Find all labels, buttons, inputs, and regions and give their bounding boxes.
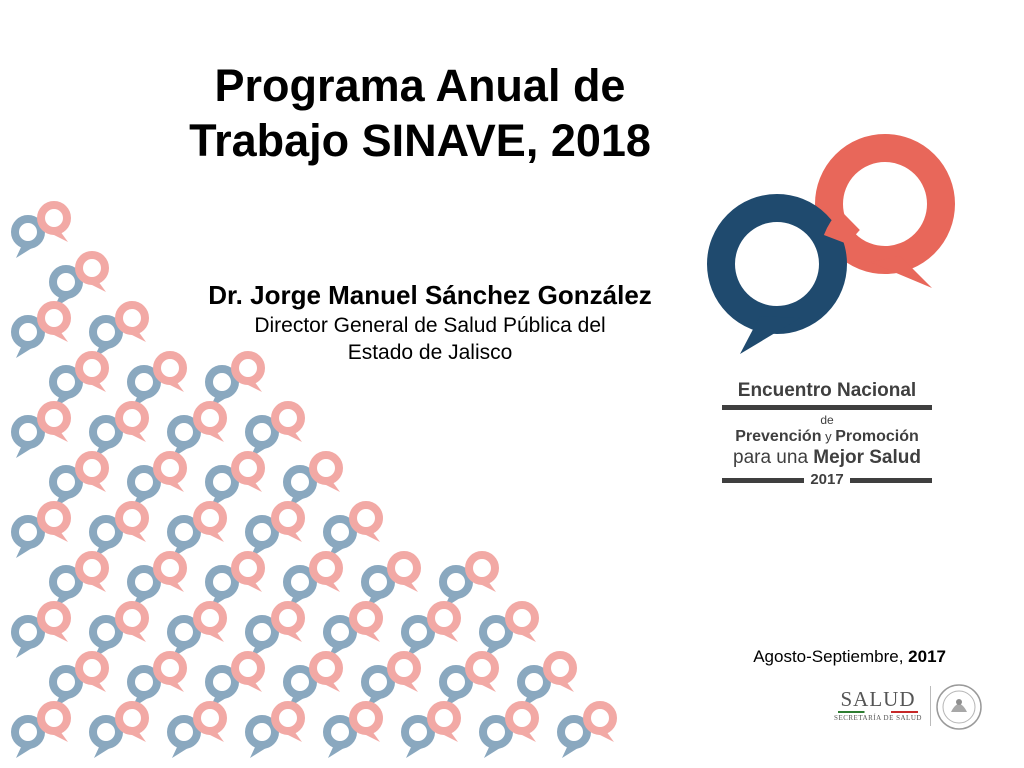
pattern-bubble-icon (41, 205, 68, 242)
pattern-bubble-icon (15, 619, 41, 658)
pattern-bubble-icon (313, 655, 340, 692)
event-y: y (821, 429, 836, 444)
title-line-1: Programa Anual de (214, 60, 626, 111)
pattern-bubble-icon (79, 655, 106, 692)
pattern-bubble-icon (405, 719, 431, 758)
date-year: 2017 (908, 647, 946, 666)
presenter-block (160, 278, 700, 366)
date-prefix: Agosto-Septiembre, (753, 647, 909, 666)
speech-bubbles-icon (700, 122, 962, 358)
event-logo (722, 380, 932, 489)
pattern-bubble-icon (235, 655, 262, 692)
event-year-row (722, 471, 932, 489)
pattern-bubble-icon (119, 305, 146, 342)
pattern-bubble-icon (197, 705, 224, 742)
event-prevencion: Prevención (735, 428, 822, 445)
presenter-name: Dr. Jorge Manuel Sánchez González (208, 280, 652, 310)
pattern-bubble-icon (41, 305, 68, 342)
pattern-bubble-icon (275, 505, 302, 542)
event-promocion: Promoción (835, 428, 919, 445)
slide-title (110, 58, 730, 168)
pattern-bubble-icon (41, 505, 68, 542)
pattern-bubble-icon (79, 455, 106, 492)
pattern-bubble-icon (483, 719, 509, 758)
pattern-bubble-icon (235, 455, 262, 492)
pattern-bubble-icon (157, 555, 184, 592)
pattern-bubble-icon (119, 405, 146, 442)
pattern-bubble-icon (79, 255, 106, 292)
pattern-bubble-icon (235, 555, 262, 592)
presenter-role-line-2: Estado de Jalisco (347, 341, 513, 364)
pattern-bubble-icon (547, 655, 574, 692)
coat-of-arms-icon (934, 682, 984, 732)
pattern-bubble-icon (431, 705, 458, 742)
pattern-bubble-icon (119, 605, 146, 642)
salud-flag-stripe (838, 711, 918, 713)
pattern-bubble-icon (275, 705, 302, 742)
pattern-bubble-icon (15, 419, 41, 458)
pattern-bubble-icon (157, 455, 184, 492)
pattern-bubble-icon (197, 605, 224, 642)
pattern-bubble-icon (469, 655, 496, 692)
pattern-bubble-icon (509, 705, 536, 742)
event-para-una: para una (733, 447, 814, 468)
pattern-bubble-icon (469, 555, 496, 592)
salud-word: SALUD (840, 687, 916, 711)
presenter-role-line-1: Director General de Salud Pública del (254, 314, 606, 337)
pattern-bubble-icon (15, 519, 41, 558)
event-year-bar-left (722, 478, 804, 483)
pattern-bubble-icon (587, 705, 614, 742)
event-mejor-salud (722, 447, 932, 469)
event-year-bar-right (850, 478, 932, 483)
pattern-bubble-icon (249, 719, 275, 758)
pattern-bubble-icon (15, 319, 41, 358)
pattern-bubble-icon (313, 555, 340, 592)
pattern-bubble-icon (431, 605, 458, 642)
pattern-bubble-icon (561, 719, 587, 758)
pattern-bubble-icon (353, 605, 380, 642)
event-de: de (820, 413, 834, 427)
pattern-bubble-icon (15, 719, 41, 758)
event-title: Encuentro Nacional (737, 380, 917, 401)
salud-subtitle: SECRETARÍA DE SALUD (834, 714, 922, 722)
pattern-bubble-icon (157, 655, 184, 692)
pattern-bubble-icon (509, 605, 536, 642)
pattern-bubble-icon (313, 455, 340, 492)
pattern-bubble-icon (391, 655, 418, 692)
pattern-bubble-icon (275, 605, 302, 642)
pattern-bubble-icon (119, 505, 146, 542)
pattern-bubble-icon (353, 705, 380, 742)
pattern-bubble-icon (41, 405, 68, 442)
pattern-bubble-icon (391, 555, 418, 592)
pattern-bubble-icon (197, 505, 224, 542)
salud-logo (832, 688, 924, 723)
event-rule-top (722, 405, 932, 410)
pattern-bubble-icon (171, 719, 197, 758)
logo-separator (930, 686, 931, 726)
event-year: 2017 (810, 471, 844, 488)
pattern-bubble-icon (41, 605, 68, 642)
pattern-bubble-icon (119, 705, 146, 742)
pattern-bubble-icon (41, 705, 68, 742)
event-prevencion-promocion (722, 427, 932, 447)
pattern-bubble-icon (93, 719, 119, 758)
pattern-bubble-icon (197, 405, 224, 442)
event-mejor-salud-bold: Mejor Salud (813, 447, 921, 468)
pattern-bubble-icon (327, 719, 353, 758)
pattern-bubble-icon (275, 405, 302, 442)
pattern-bubble-icon (353, 505, 380, 542)
pattern-bubble-icon (79, 355, 106, 392)
title-line-2: Trabajo SINAVE, 2018 (189, 115, 651, 166)
presentation-date (753, 646, 946, 668)
pattern-bubble-icon (15, 219, 41, 258)
pattern-bubble-icon (79, 555, 106, 592)
